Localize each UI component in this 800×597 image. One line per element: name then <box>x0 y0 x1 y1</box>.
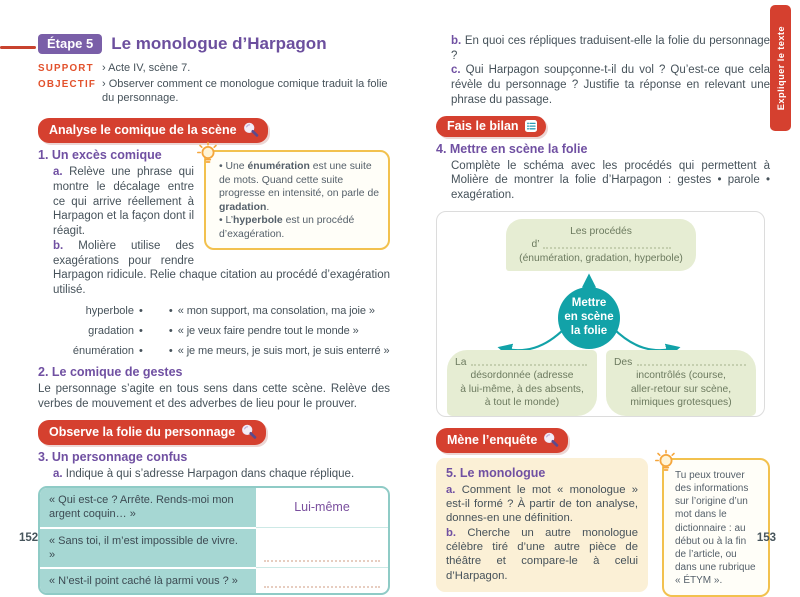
quote-cell: « N’est-il point caché là parmi vous ? » <box>40 567 256 593</box>
lightbulb-icon <box>195 141 221 167</box>
section-exces-comique <box>38 148 390 297</box>
schema-top-blank-line <box>514 238 688 252</box>
schema-right-line3: aller-retour sur scène, <box>630 383 732 395</box>
matching-term: gradation <box>88 324 134 337</box>
section5-heading: 5. Le monologue <box>446 465 546 480</box>
folie-schema <box>436 211 765 417</box>
schema-box-gestes <box>606 350 756 416</box>
schema-right-line2: incontrôlés (course, <box>636 370 726 382</box>
matching-row <box>38 325 390 337</box>
banner-bilan-label: Fais le bilan <box>447 118 519 133</box>
matching-row <box>38 305 390 317</box>
schema-center-node <box>558 287 620 349</box>
section4-text: Complète le schéma avec les procédés qui permettent à Molière de montrer la folie d’Harpagon : gestes • parole • exagération. <box>451 159 770 202</box>
banner-observe-folie <box>38 420 266 445</box>
table-row <box>40 527 388 568</box>
question-5b: b. Cherche un autre monologue célèbre tiré d’une autre pièce de théâtre et compare-le à celui d’Harpagon. <box>446 526 638 582</box>
schema-blank[interactable] <box>543 247 671 249</box>
banner-fais-le-bilan <box>436 116 546 137</box>
match-dot-left[interactable]: • <box>139 324 143 337</box>
question-3a: a. Indique à qui s’adresse Harpagon dans chaque réplique. <box>53 468 355 481</box>
match-dot-left[interactable]: • <box>139 304 143 317</box>
answer-cell <box>256 567 388 593</box>
tip-dictionnaire-text: Tu peux trouver des informations sur l’origine d’un mot dans le dictionnaire : au début ou à la fin de l’article, ou dans une rubrique « ÉTYM ». <box>675 469 756 587</box>
question-1b: b. Molière utilise des exagérations pour rendre Harpagon ridicule. Relie chaque citation au procédé d’exagération utilisé. <box>53 239 390 297</box>
matching-term: énumération <box>72 344 134 357</box>
schema-blank[interactable] <box>637 364 746 366</box>
checklist-icon <box>524 119 538 133</box>
section3-heading: 3. Un personnage confus <box>38 450 188 465</box>
etape-badge: Étape 5 <box>38 34 102 54</box>
lesson-header <box>38 34 390 54</box>
match-dot-right[interactable]: • <box>168 304 173 317</box>
question-3c: c. Qui Harpagon soupçonne-t-il du vol ? Qu’est-ce que cela révèle du personnage ? Justifie ta réponse en relevant une phrase du passage. <box>451 64 770 106</box>
right-page <box>436 34 770 597</box>
section1-heading: 1. Un excès comique <box>38 148 162 163</box>
circle-line: la folie <box>570 324 608 337</box>
schema-right-prefix: Des <box>614 356 633 368</box>
objectif-label: OBJECTIF <box>38 78 97 90</box>
schema-left-prefix: La <box>455 356 467 368</box>
schema-top-line3: (énumération, gradation, hyperbole) <box>519 252 683 264</box>
magnifier-icon <box>240 423 258 441</box>
match-dot-right[interactable]: • <box>168 344 173 357</box>
enquete-box <box>436 458 648 592</box>
quote-cell: « Sans toi, il m’est impossible de vivre. » <box>40 527 256 568</box>
schema-left-line3: à lui-même, à des absents, <box>460 383 584 395</box>
quote-cell: « Qui est-ce ? Arrête. Rends-moi mon argent coquin… » <box>40 488 256 527</box>
banner-analyse-label: Analyse le comique de la scène <box>49 123 237 138</box>
question-3b: b. En quoi ces répliques traduisent-elle la folie du personnage ? <box>451 35 770 62</box>
matching-row <box>38 345 390 357</box>
banner-analyse-comique <box>38 118 268 143</box>
circle-line: Mettre <box>571 297 607 310</box>
section4-heading: 4. Mettre en scène la folie <box>436 141 588 156</box>
left-page <box>38 34 390 595</box>
tip-box-dictionnaire <box>662 458 770 597</box>
support-label: SUPPORT <box>38 63 94 74</box>
tip-paragraph: • Une énumération est une suite de mots. Quand cette suite progresse en intensité, on parle de gradation. <box>219 161 380 213</box>
answer-text: Lui-même <box>294 500 350 515</box>
answer-blank[interactable] <box>264 586 380 588</box>
answer-blank[interactable] <box>264 560 380 562</box>
matching-quote: « je veux faire pendre tout le monde » <box>177 324 359 337</box>
answer-cell <box>256 488 388 527</box>
schema-top-prefix: d’ <box>531 239 540 251</box>
tab-expliquer-le-texte[interactable] <box>770 5 791 131</box>
schema-left-line2: désordonnée (adresse <box>470 370 574 382</box>
enquete-row <box>436 458 770 597</box>
schema-left-line4: à tout le monde) <box>484 397 560 409</box>
lightbulb-icon <box>653 449 679 475</box>
schema-right-line4: mimiques grotesques) <box>630 397 732 409</box>
matching-quote: « je me meurs, je suis mort, je suis enterré » <box>177 344 390 357</box>
schema-right-blank-line <box>614 356 748 370</box>
question-1a: a. Relève une phrase qui montre le décalage entre ce qui arrive réellement à Harpagon et la façon dont il réagit. <box>53 166 194 238</box>
support-value: › Acte IV, scène 7. <box>102 62 191 74</box>
matching-quote: « mon support, ma consolation, ma joie » <box>177 304 375 317</box>
section2-heading: 2. Le comique de gestes <box>38 364 183 379</box>
banner-mene-enquete <box>436 428 568 453</box>
match-dot-right[interactable]: • <box>168 324 173 337</box>
magnifier-icon <box>542 431 560 449</box>
page-number-left: 152 <box>19 532 39 544</box>
banner-observe-label: Observe la folie du personnage <box>49 425 236 440</box>
magnifier-icon <box>242 121 260 139</box>
matching-term: hyperbole <box>85 304 134 317</box>
schema-box-parole <box>447 350 597 416</box>
page-number-right: 153 <box>756 532 776 544</box>
page-accent-dash <box>0 46 36 49</box>
objectif-value: › Observer comment ce monologue comique traduit la folie du personnage. <box>102 77 388 105</box>
question-5a: a. Comment le mot « monologue » est-il formé ? À partir de ton analyse, donnes-en une définition. <box>446 483 639 525</box>
lesson-meta <box>38 61 390 105</box>
table-row <box>40 567 388 593</box>
matching-exercise <box>38 305 390 357</box>
schema-box-procedes <box>506 219 696 272</box>
match-dot-left[interactable]: • <box>139 344 143 357</box>
table-row <box>40 488 388 527</box>
tip-paragraph: • L’hyperbole est un procédé d’exagération. <box>219 215 355 240</box>
schema-blank[interactable] <box>471 364 587 366</box>
schema-left-blank-line <box>455 356 589 370</box>
banner-enquete-label: Mène l’enquête <box>447 432 538 447</box>
support-row <box>38 61 390 76</box>
circle-line: en scène <box>564 310 614 323</box>
tip-box-enumeration <box>204 150 390 250</box>
side-tab-label: Expliquer le texte <box>775 25 786 111</box>
section2-text: Le personnage s’agite en tous sens dans cette scène. Relève des verbes de mouvement et des adverbes de lieu pour le prouver. <box>38 382 390 410</box>
replique-table <box>38 486 390 595</box>
objectif-row <box>38 77 390 106</box>
schema-top-line1: Les procédés <box>570 225 632 237</box>
page-title: Le monologue d’Harpagon <box>111 34 327 53</box>
answer-cell <box>256 527 388 568</box>
